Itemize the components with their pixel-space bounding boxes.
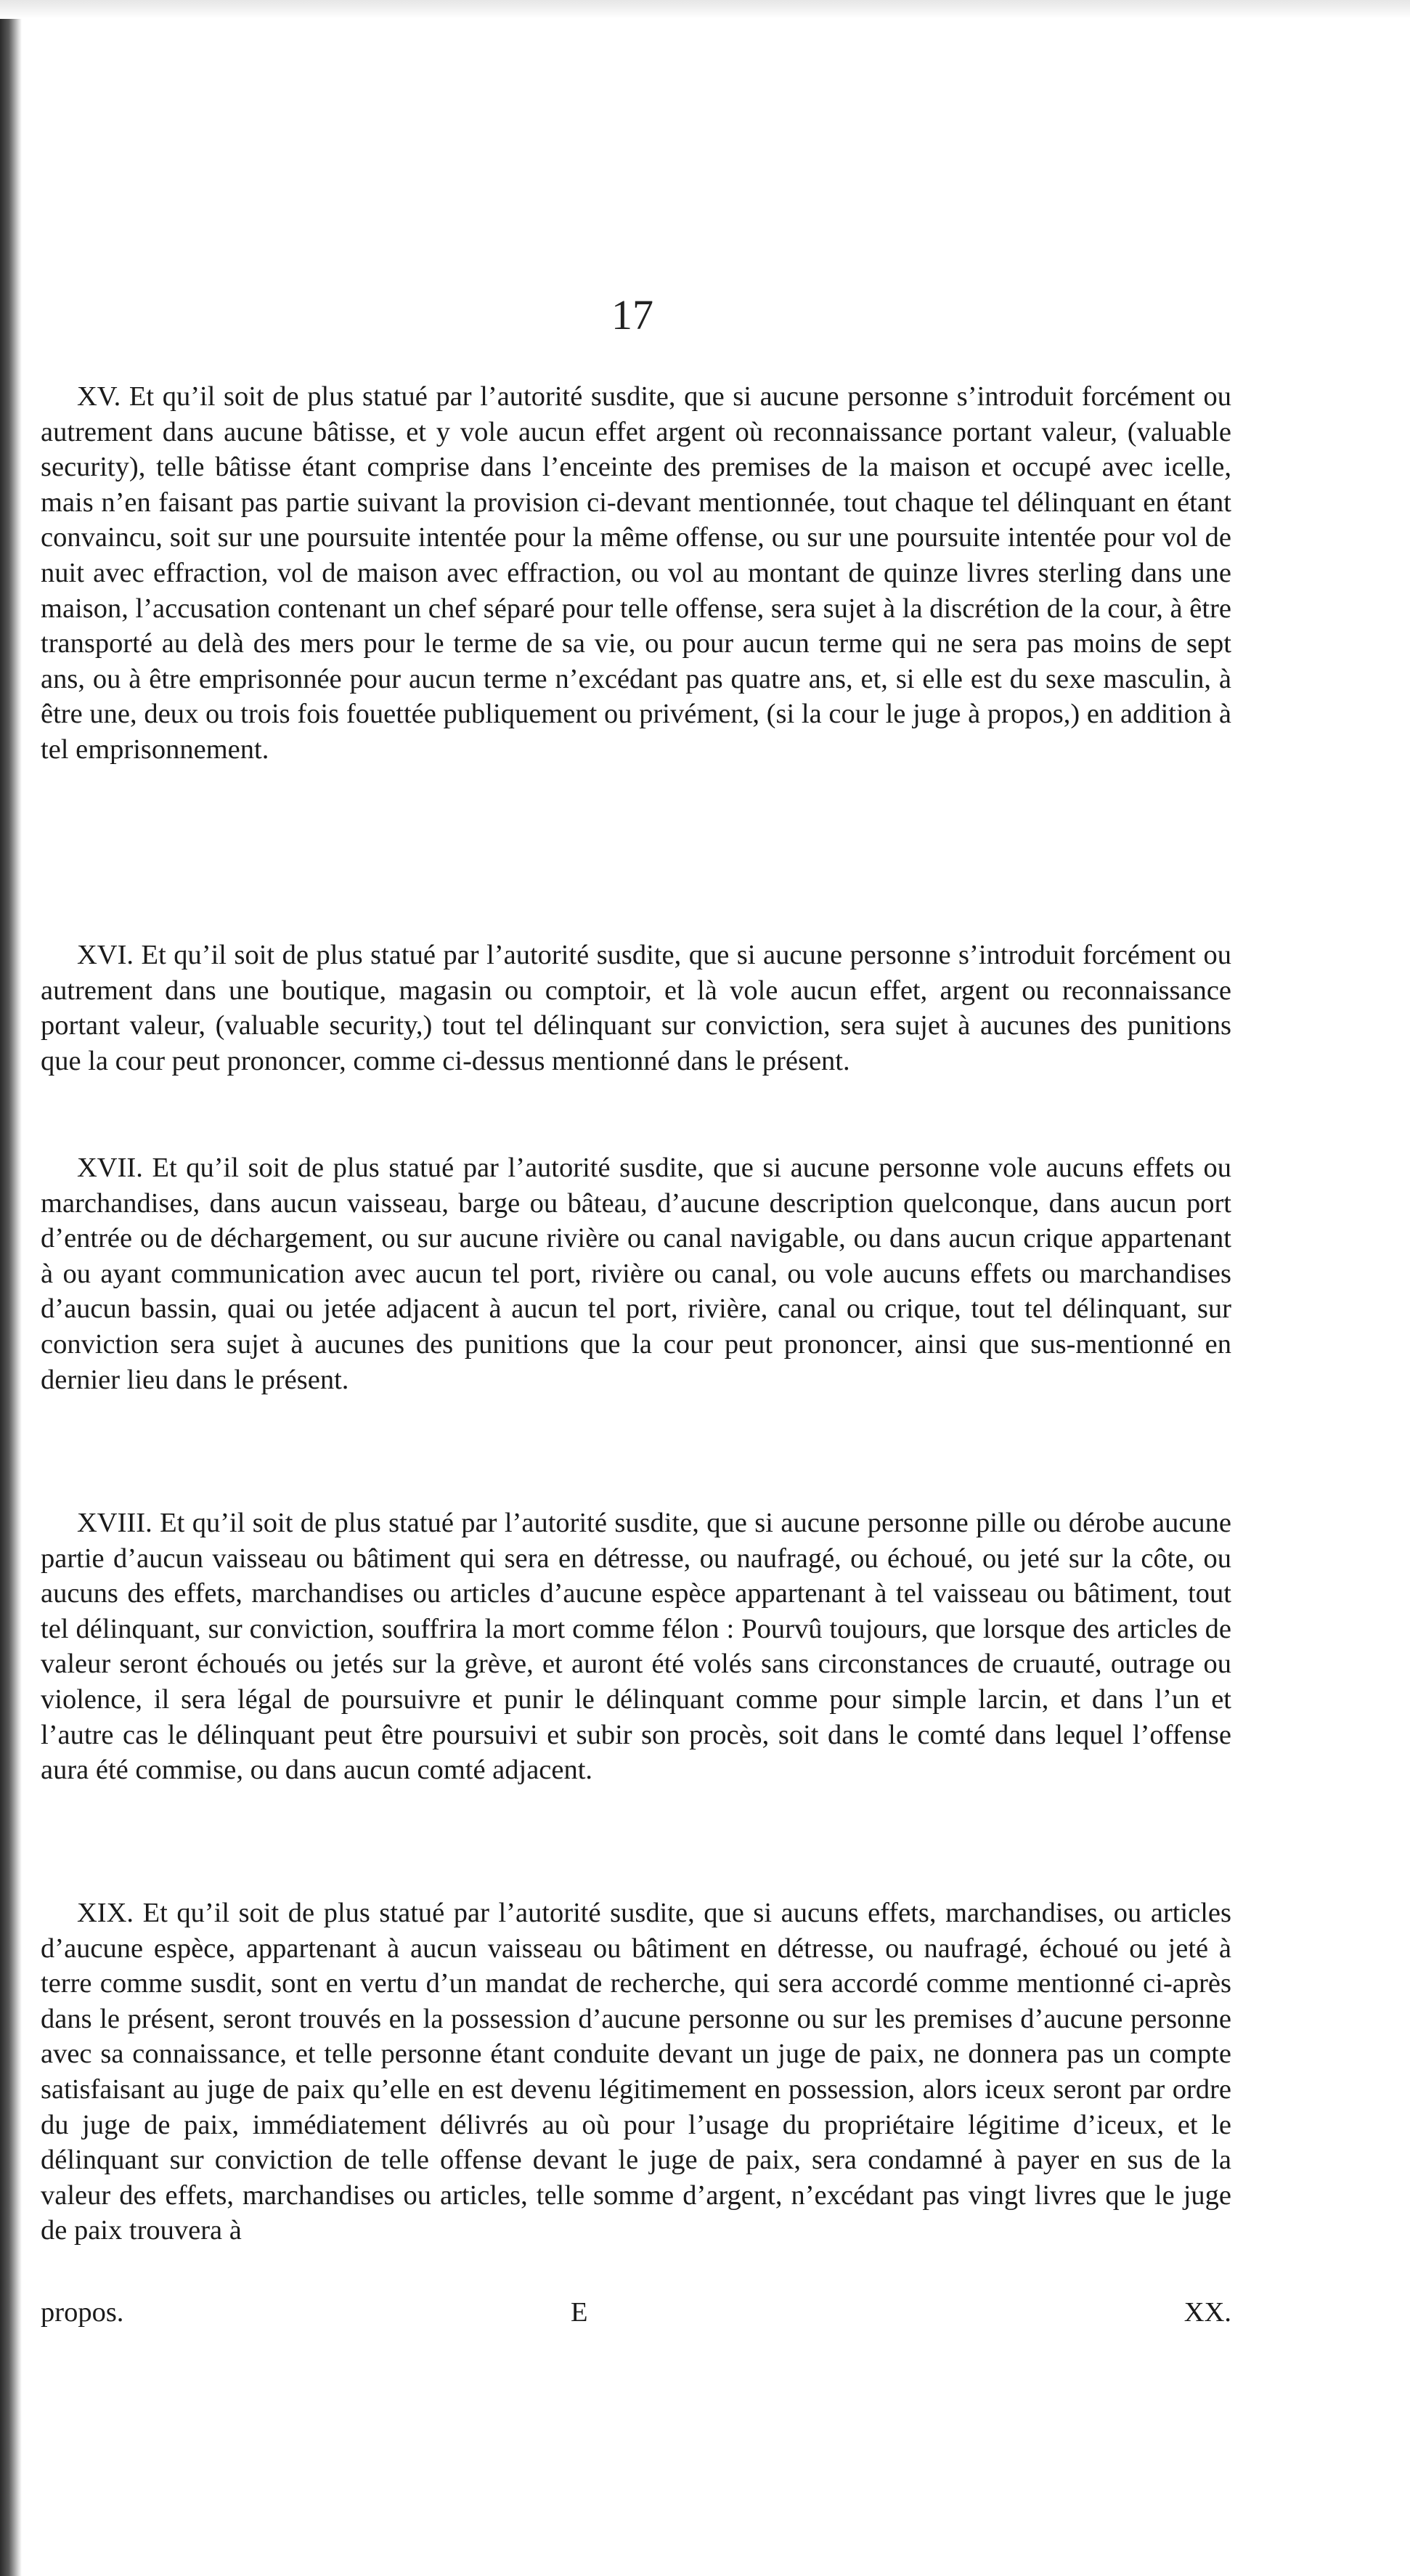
page-footer <box>41 2295 1231 2330</box>
paragraph-xvi: XVI. Et qu’il soit de plus statué par l’autorité susdite, que si aucune personne s’introduit forcément ou autrement dans une boutique, magasin ou comptoir, et là vole aucun effet, argent ou reconnaissance portant valeur, (valuable security,) tout tel délinquant sur conviction, sera sujet à aucunes des punitions que la cour peut prononcer, comme ci-dessus mentionné dans le présent. <box>41 940 1231 1076</box>
paragraph-xv: XV. Et qu’il soit de plus statué par l’autorité susdite, que si aucune personne s’introduit forcément ou autrement dans aucune bâtisse, et y vole aucun effet argent où reconnaissance portant valeur, (valuable security), telle bâtisse étant comprise dans l’enceinte des premises de la maison et occupé avec icelle, mais n’en faisant pas partie suivant la provision ci-devant mentionnée, tout chaque tel délinquant en étant convaincu, soit sur une poursuite intentée pour la même offense, ou sur une poursuite intentée pour vol de nuit avec effraction, vol de maison avec effraction, ou vol au montant de quinze livres sterling dans une maison, l’accusation contenant un chef séparé pour telle offense, sera sujet à la discrétion de la cour, à être transporté au delà des mers pour le terme de sa vie, ou pour aucun terme qui ne sera pas moins de sept ans, ou à être emprisonnée pour aucun terme n’excédant pas quatre ans, et, si elle est du sexe masculin, à être une, deux ou trois fois fouettée publiquement ou privément, (si la cour le juge à propos,) en addition à tel emprisonnement. <box>41 381 1231 765</box>
document-body <box>41 379 1231 2352</box>
page-number: 17 <box>611 291 653 338</box>
paragraph-xix: XIX. Et qu’il soit de plus statué par l’autorité susdite, que si aucuns effets, marchandises, ou articles d’aucune espèce, appartenant à aucun vaisseau ou bâtiment en détresse, ou naufragé, échoué ou jeté à terre comme susdit, sont en vertu d’un mandat de recherche, qui sera accordé comme mentionné ci-après dans le présent, seront trouvés en la possession d’aucune personne ou sur les premises d’aucune personne avec sa connaissance, et telle personne étant conduite devant un juge de paix, ne donnera pas un compte satisfaisant au juge de paix qu’elle en est devenu légitimement en possession, alors iceux seront par ordre du juge de paix, immédiatement délivrés au où pour l’usage du propriétaire légitime d’iceux, et le délinquant sur conviction de telle offense devant le juge de paix, sera condamné à payer en sus de la valeur des effets, marchandises ou articles, telle somme d’argent, n’excédant pas vingt livres que le juge de paix trouvera à <box>41 1898 1231 2246</box>
scan-top-noise <box>0 0 1410 19</box>
scan-edge-shadow <box>0 0 22 2576</box>
paragraph-xvii: XVII. Et qu’il soit de plus statué par l’autorité susdite, que si aucune personne vole aucuns effets ou marchandises, dans aucun vaisseau, barge ou bâteau, d’aucune description quelconque, dans aucun port d’entrée ou de déchargement, ou sur aucune rivière ou canal navigable, ou dans aucun crique appartenant à ou ayant communication avec aucun tel port, rivière ou canal, ou vole aucuns effets ou marchandises d’aucun bassin, quai ou jetée adjacent à aucun tel port, rivière, canal ou crique, tout tel délinquant, sur conviction sera sujet à aucunes des punitions que la cour peut prononcer, ainsi que sus-mentionné en dernier lieu dans le présent. <box>41 1153 1231 1395</box>
signature-mark: E <box>571 2297 588 2328</box>
paragraph-xix-last-word: propos. <box>41 2297 124 2328</box>
catchword: XX. <box>1183 2297 1231 2328</box>
paragraph-xviii: XVIII. Et qu’il soit de plus statué par l’autorité susdite, que si aucune personne pille ou dérobe aucune partie d’aucun vaisseau ou bâtiment qui sera en détresse, ou naufragé, ou échoué, ou jeté sur la côte, ou aucuns des effets, marchandises ou articles d’aucune espèce appartenant à tel vaisseau ou bâtiment, tout tel délinquant, sur conviction, souffrira la mort comme félon : Pourvû toujours, que lorsque des articles de valeur seront échoués ou jetés sur la grève, et auront été volés sans circonstances de cruauté, outrage ou violence, il sera légal de poursuivre et punir le délinquant comme pour simple larcin, et dans l’un et l’autre cas le délinquant peut être poursuivi et subir son procès, soit dans le comté dans lequel l’offense aura été commise, ou dans aucun comté adjacent. <box>41 1508 1231 1786</box>
